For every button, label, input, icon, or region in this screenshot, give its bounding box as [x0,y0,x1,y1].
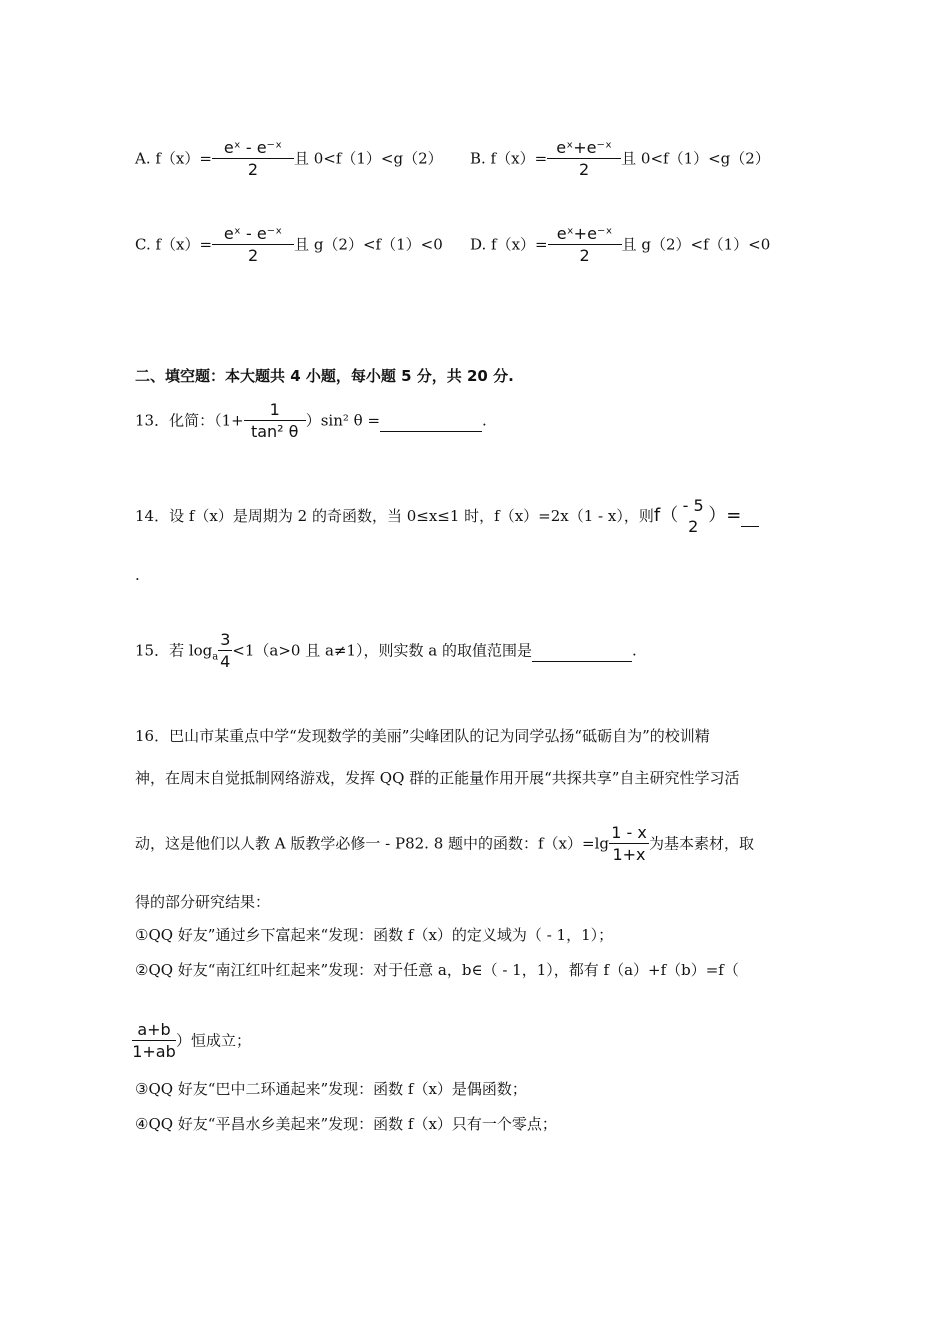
question-16-line-4: 得的部分研究结果： [135,893,271,911]
question-16-line-1: 16．巴山市某重点中学“发现数学的美丽”尖峰团队的记为同学弘扬“砥砺自为”的校训精 [135,727,710,745]
result-item-1: ①QQ 好友”通过乡下富起来“发现：函数 f（x）的定义域为（ - 1，1）； [135,926,614,944]
result-item-2: ②QQ 好友“南江红叶红起来”发现：对于任意 a，b∈（ - 1，1），都有 f（a）+f（b）=f（ [135,961,739,979]
question-14: 14．设 f（x）是周期为 2 的奇函数，当 0≤x≤1 时，f（x）=2x（1 - x），则f（ - 5 2 ）= [135,496,759,538]
fraction: $\frac{\text{eˣ - e⁻ˣ}}{2}$ [212,138,294,181]
fraction: $\frac{\text{eˣ+e⁻ˣ}}{2}$ [547,138,621,181]
answer-blank [532,641,632,662]
section-title: 二、填空题：本大题共 4 小题，每小题 5 分，共 20 分. [135,367,514,385]
fraction: $\frac{3}{4}$ [220,630,231,671]
result-item-4: ④QQ 好友“平昌水乡美起来”发现：函数 f（x）只有一个零点； [135,1115,557,1133]
question-16-line-3: 动，这是他们以人教 A 版教学必修一 - P82. 8 题中的函数：f（x）=lg $\frac{1 - x}{1+x}$ 为基本素材，取 [135,823,754,864]
answer-blank [741,506,759,527]
fraction: $\frac{\text{eˣ+e⁻ˣ}}{2}$ [548,224,622,267]
fraction: - 5 2 [682,496,704,536]
answer-blank [380,411,482,432]
option-d: D. f（x）= $\frac{\text{eˣ+e⁻ˣ}}{2}$ 且 g（2）<f（1）<0 [470,224,771,265]
option-c: C. f（x）= $\frac{\text{eˣ - e⁻ˣ}}{2}$ 且 g（2）<f（1）<0 [135,224,443,265]
question-16-line-2: 神，在周末自觉抵制网络游戏，发挥 QQ 群的正能量作用开展“共探共享”自主研究性学习活 [135,769,740,787]
fraction: $\frac{a+b}{1+ab}$ [132,1020,176,1061]
fraction: $\frac{1}{\text{tan² θ}}$ [244,400,306,443]
question-15: 15．若 $\log_a$ $\frac{3}{4}$ <1（a>0 且 a≠1），则实数 a 的取值范围是 . [135,630,637,671]
fraction: $\frac{1 - x}{1+x}$ [609,823,649,866]
question-13: 13．化简：（1+ $\frac{1}{\text{tan² θ}}$ ）sin² θ = . [135,400,487,441]
option-a: A. f（x）= $\frac{\text{eˣ - e⁻ˣ}}{2}$ 且 0<f（1）<g（2） [135,138,443,179]
result-item-2-continued: $\frac{a+b}{1+ab}$ ）恒成立； [132,1020,252,1061]
question-14-end: . [135,566,140,584]
result-item-3: ③QQ 好友“巴中二环通起来”发现：函数 f（x）是偶函数； [135,1080,527,1098]
option-b: B. f（x）= $\frac{\text{eˣ+e⁻ˣ}}{2}$ 且 0<f（1）<g（2） [470,138,770,179]
fraction: $\frac{\text{eˣ - e⁻ˣ}}{2}$ [212,224,294,267]
